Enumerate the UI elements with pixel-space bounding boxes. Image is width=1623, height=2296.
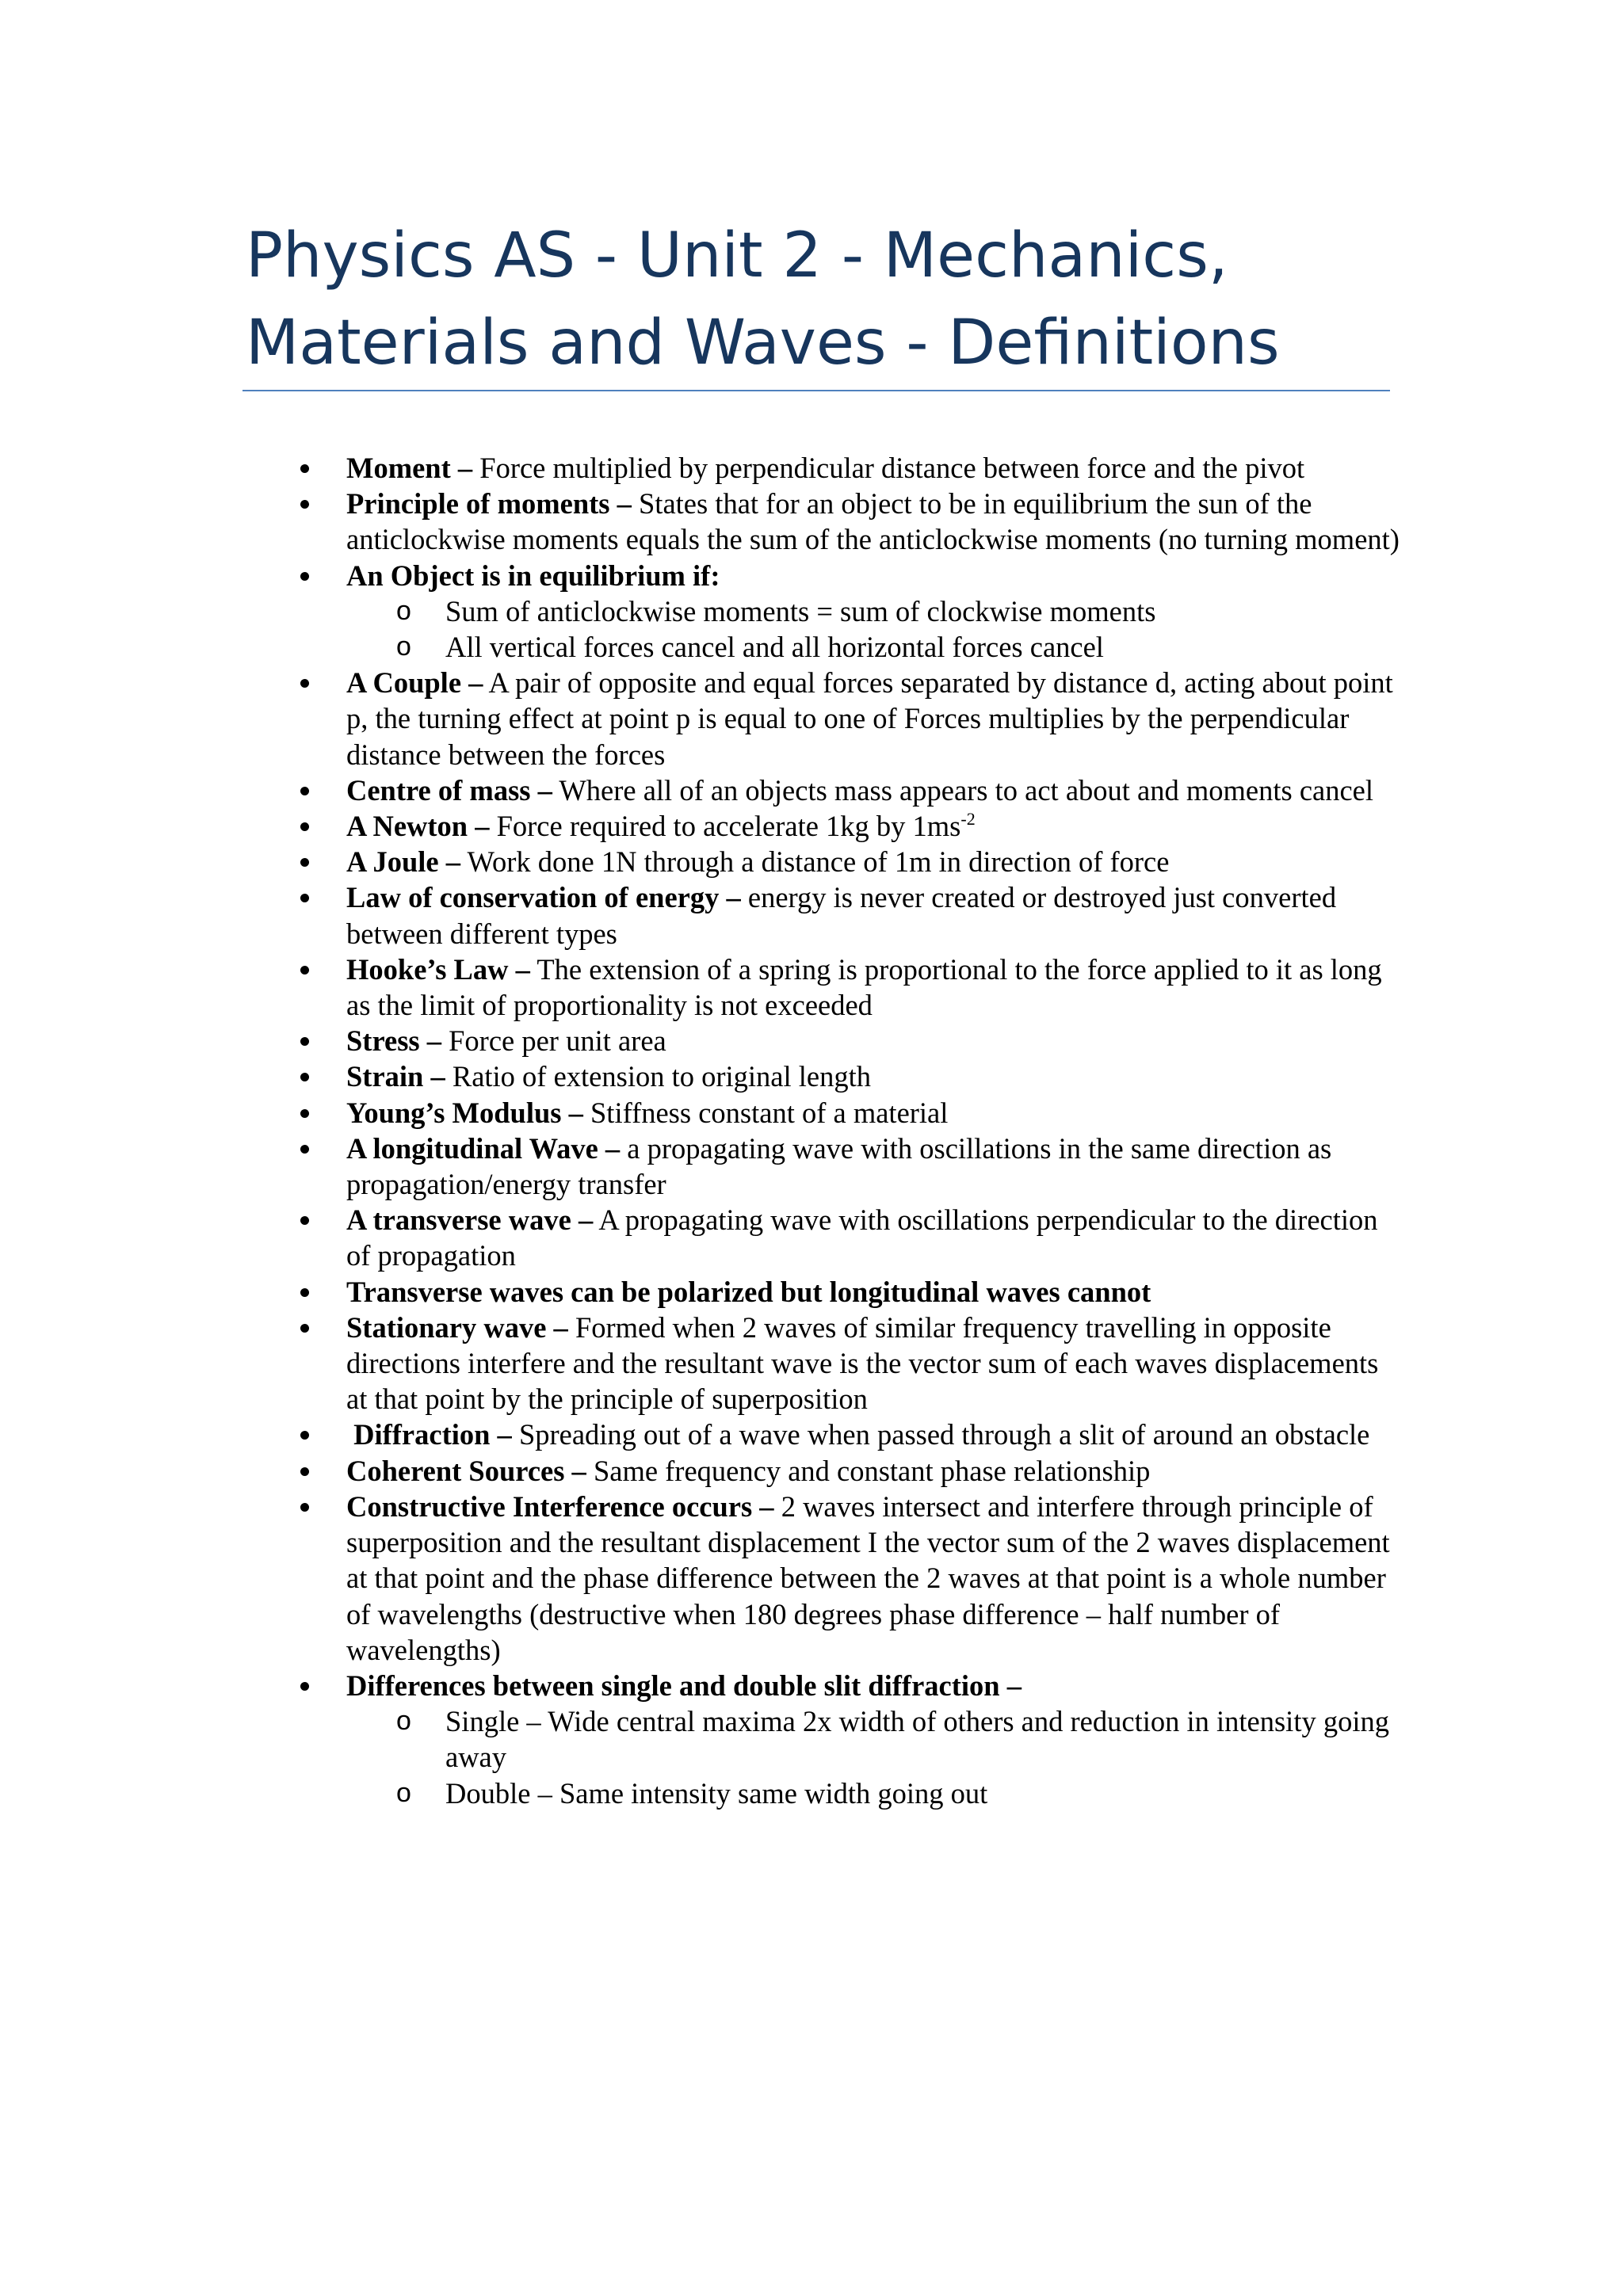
definition-text: The extension of a spring is proportional to the force applied to it as long as the limit of proportionality is not exceeded [346,952,1382,1022]
definition-term: Moment – [346,452,473,484]
definition-term: A Couple – [346,666,483,700]
definition-subitem: o Double – Same intensity same width going out [445,1775,1400,1811]
definition-text: Formed when 2 waves of similar frequency travelling in opposite directions interfere and the resultant wave is the vector sum of each waves displacements at that point by the principle of superposition [346,1310,1379,1416]
document-title: Physics AS - Unit 2 - Mechanics, Materials and Waves - Definitions [246,220,1280,379]
definition-sublist [346,593,1400,665]
definition-text: Force multiplied by perpendicular distance between force and the pivot [472,452,1305,484]
definition-subitem: o Sum of anticlockwise moments = sum of clockwise moments [445,593,1400,629]
definition-term: Diffraction – [346,1418,512,1451]
definition-term: Young’s Modulus – [346,1096,583,1129]
definition-term: A longitudinal Wave – [346,1131,621,1165]
definition-item [346,1489,1400,1668]
definition-term: Hooke’s Law – [346,952,530,986]
definition-text: Same frequency and constant phase relationship [586,1454,1151,1487]
definition-text: A pair of opposite and equal forces separated by distance d, acting about point p, the turning effect at point p is equal to one of Forces multiplies by the perpendicular distance between the forces [346,666,1393,771]
definition-term: A transverse wave – [346,1203,594,1237]
definition-subitem: o Single – Wide central maxima 2x width of others and reduction in intensity going away [445,1703,1400,1775]
definition-term: Constructive Interference occurs – [346,1489,774,1523]
definition-item [346,879,1400,951]
definition-text: Work done 1N through a distance of 1m in direction of force [460,845,1170,879]
definition-text: 2 waves intersect and interfere through principle of superposition and the resultant displacement I the vector sum of the 2 waves displacement at that point and the phase difference between the 2 waves at that point is a whole number of wavelengths (destructive when 180 degrees phase difference – half number of wavelengths) [346,1489,1390,1666]
definition-text: Force per unit area [441,1024,666,1058]
definition-text: Spreading out of a wave when passed through a slit of around an obstacle [511,1418,1370,1451]
definition-item [346,772,1400,808]
definition-subitem: o All vertical forces cancel and all horizontal forces cancel [445,629,1400,665]
definition-term: Centre of mass – [346,773,552,807]
definition-term: An Object is in equilibrium if: [346,559,720,592]
definition-item [346,486,1400,557]
definition-text: energy is never created or destroyed just converted between different types [346,881,1337,950]
definition-term: Stress – [346,1024,441,1058]
definition-item [346,665,1400,772]
definition-item [346,1417,1400,1452]
definition-item [346,808,1400,844]
definition-item [346,558,1400,666]
definition-item [346,1023,1400,1058]
definition-term: Law of conservation of energy – [346,881,741,914]
definition-term: Principle of moments – [346,487,632,521]
definition-item [346,844,1400,879]
definition-text: States that for an object to be in equilibrium the sun of the anticlockwise moments equals the sum of the anticlockwise moments (no turning moment) [346,487,1400,556]
definition-term: Stationary wave – [346,1310,568,1344]
definition-item [346,1453,1400,1489]
title-underline [242,390,1390,391]
definition-term: A Newton – [346,810,490,843]
definition-text: A propagating wave with oscillations perpendicular to the direction of propagation [346,1203,1378,1272]
definition-item [346,1202,1400,1273]
definition-item [346,1668,1400,1811]
definition-item [346,1131,1400,1202]
definition-term: Transverse waves can be polarized but longitudinal waves cannot [346,1275,1151,1308]
definition-item [346,1310,1400,1417]
definition-item [346,952,1400,1023]
definition-text: Stiffness constant of a material [582,1096,949,1129]
definition-item [346,450,1400,486]
definition-item [346,1274,1400,1310]
definition-text: Where all of an objects mass appears to act about and moments cancel [552,773,1374,807]
definition-item [346,1095,1400,1131]
definition-term: Coherent Sources – [346,1454,586,1487]
definition-term: A Joule – [346,845,460,879]
definition-text: Ratio of extension to original length [445,1060,872,1093]
definitions-list [346,450,1400,1811]
definition-term: Differences between single and double slit diffraction – [346,1669,1022,1702]
definition-text: Force required to accelerate 1kg by 1ms [489,810,961,843]
definition-item [346,1058,1400,1094]
definition-superscript: -2 [960,809,976,830]
definition-text: a propagating wave with oscillations in the same direction as propagation/energy transfer [346,1131,1332,1201]
definition-sublist [346,1703,1400,1811]
definition-term: Strain – [346,1060,445,1093]
